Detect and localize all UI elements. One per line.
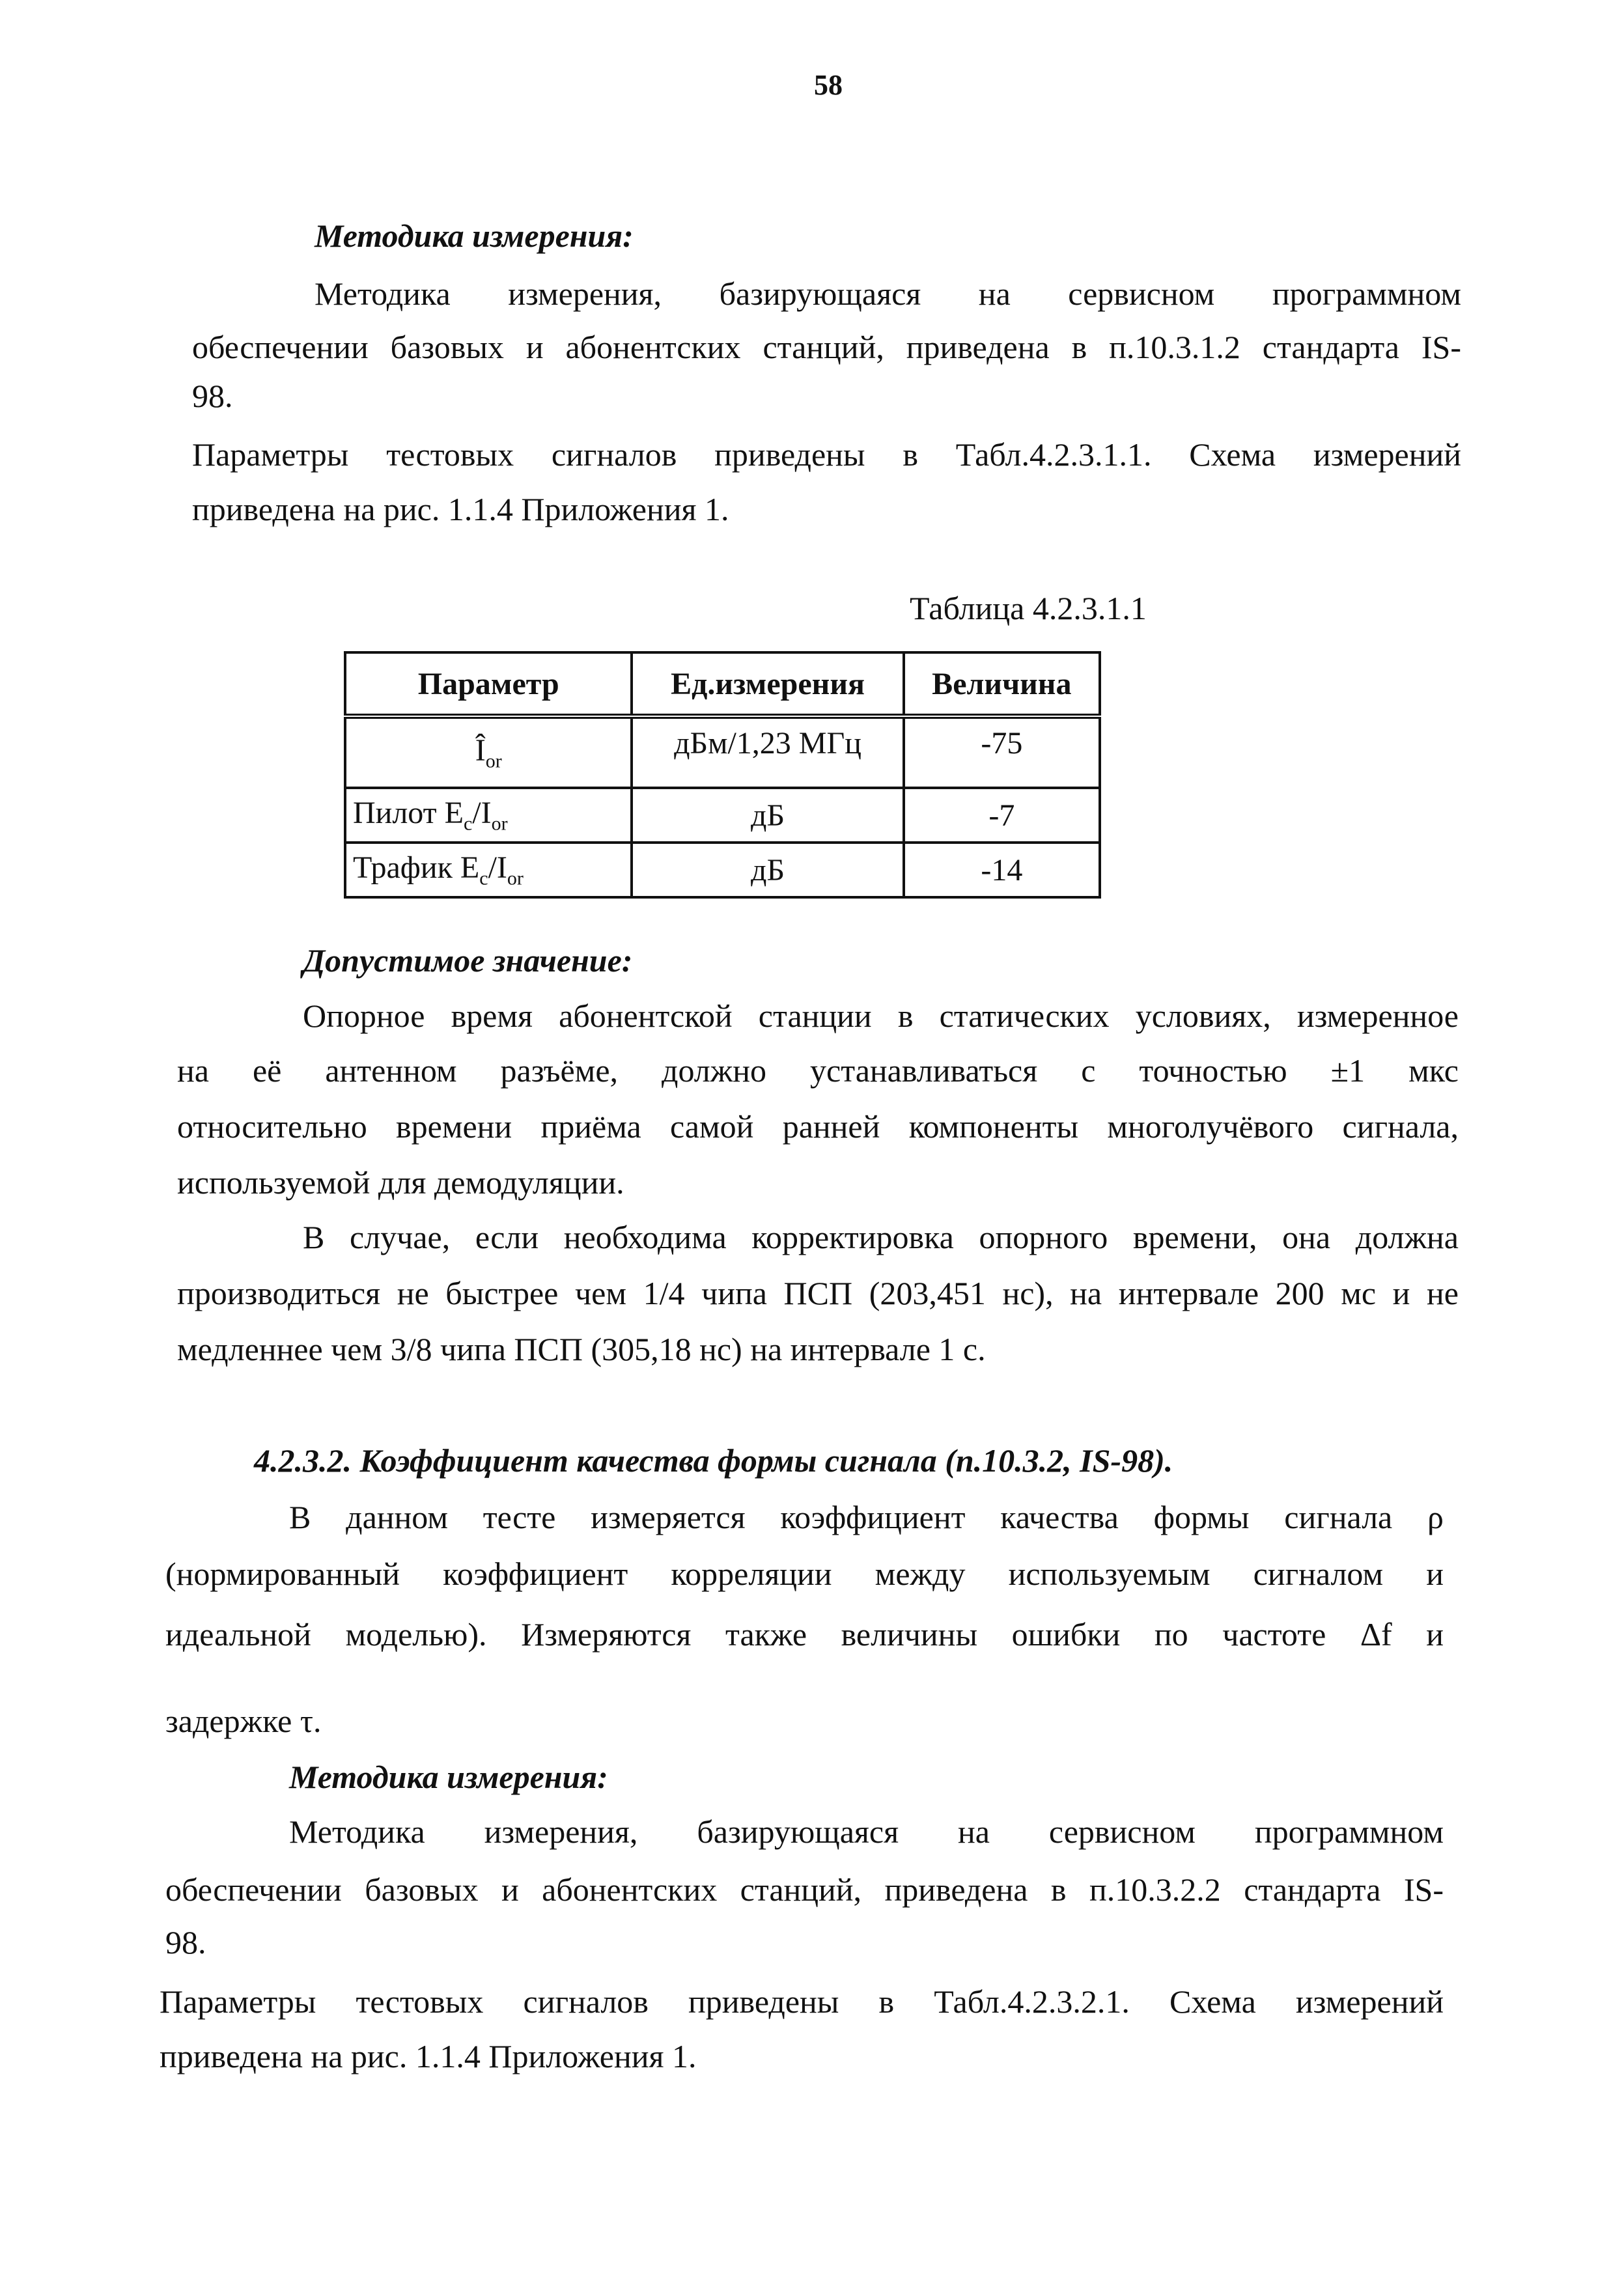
- text-line: обеспечении базовых и абонентских станций, приведена в п.10.3.1.2 стандарта IS-: [192, 329, 1461, 365]
- text-line: идеальной моделью). Измеряются также величины ошибки по частоте Δf и: [165, 1616, 1444, 1653]
- cell-value: -14: [904, 843, 1100, 897]
- text-line: обеспечении базовых и абонентских станций, приведена в п.10.3.2.2 стандарта IS-: [165, 1871, 1444, 1908]
- section-heading-4-2-3-2: 4.2.3.2. Коэффициент качества формы сигнала (п.10.3.2, IS-98).: [254, 1442, 1173, 1479]
- table-row: [345, 788, 1100, 843]
- text-line: Параметры тестовых сигналов приведены в Табл.4.2.3.1.1. Схема измерений: [192, 436, 1461, 473]
- text-line: (нормированный коэффициент корреляции между используемым сигналом и: [165, 1556, 1444, 1592]
- section-heading-method: Методика измерения:: [315, 217, 634, 254]
- table-row: [345, 843, 1100, 897]
- text-line: производиться не быстрее чем 1/4 чипа ПСП (203,451 нс), на интервале 200 мс и не: [177, 1275, 1459, 1311]
- text-line: В данном тесте измеряется коэффициент качества формы сигнала ρ: [289, 1499, 1444, 1535]
- cell-param: [345, 716, 632, 788]
- text-line: используемой для демодуляции.: [177, 1164, 624, 1201]
- param-subscript: c: [463, 813, 473, 835]
- param-subscript: or: [507, 867, 524, 889]
- param-text: Трафик E: [353, 850, 480, 886]
- text-line: В случае, если необходима корректировка опорного времени, она должна: [303, 1219, 1459, 1255]
- param-subscript: or: [491, 813, 508, 835]
- text-line: Опорное время абонентской станции в статических условиях, измеренное: [303, 998, 1459, 1034]
- cell-value: -75: [904, 716, 1100, 788]
- header-unit: Ед.измерения: [632, 652, 903, 716]
- text-line: медленнее чем 3/8 чипа ПСП (305,18 нс) на интервале 1 с.: [177, 1331, 986, 1367]
- cell-value: -7: [904, 788, 1100, 843]
- text-line: приведена на рис. 1.1.4 Приложения 1.: [160, 2038, 697, 2074]
- section-heading-allowed-value: Допустимое значение:: [303, 942, 633, 979]
- parameters-table: [344, 651, 1101, 899]
- param-text: Пилот E: [353, 796, 464, 831]
- table-caption: Таблица 4.2.3.1.1: [910, 590, 1147, 626]
- cell-param: [345, 788, 632, 843]
- cell-unit: дБ: [632, 788, 903, 843]
- section-heading-method-2: Методика измерения:: [289, 1759, 608, 1795]
- param-subscript: or: [485, 750, 502, 772]
- text-line: Методика измерения, базирующаяся на сервисном программном: [315, 275, 1461, 312]
- text-line: приведена на рис. 1.1.4 Приложения 1.: [192, 491, 729, 527]
- page-number: 58: [814, 69, 843, 101]
- text-line: Методика измерения, базирующаяся на сервисном программном: [289, 1813, 1444, 1850]
- cell-unit: дБм/1,23 МГц: [632, 716, 903, 788]
- text-line: 98.: [192, 378, 233, 414]
- param-text: /I: [472, 796, 492, 831]
- text-line: задержке τ.: [165, 1703, 322, 1739]
- text-line: относительно времени приёма самой ранней компоненты многолучёвого сигнала,: [177, 1108, 1459, 1145]
- table-header-row: [345, 652, 1100, 716]
- cell-param: [345, 843, 632, 897]
- text-line: 98.: [165, 1924, 206, 1961]
- param-text: /I: [488, 850, 507, 886]
- text-line: на её антенном разъёме, должно устанавливаться с точностью ±1 мкс: [177, 1052, 1459, 1089]
- param-subscript: c: [479, 867, 488, 889]
- text-line: Параметры тестовых сигналов приведены в Табл.4.2.3.2.1. Схема измерений: [160, 1983, 1444, 2020]
- cell-unit: дБ: [632, 843, 903, 897]
- param-symbol: Î: [475, 733, 486, 768]
- header-value: Величина: [904, 652, 1100, 716]
- header-param: Параметр: [345, 652, 632, 716]
- table-row: [345, 716, 1100, 788]
